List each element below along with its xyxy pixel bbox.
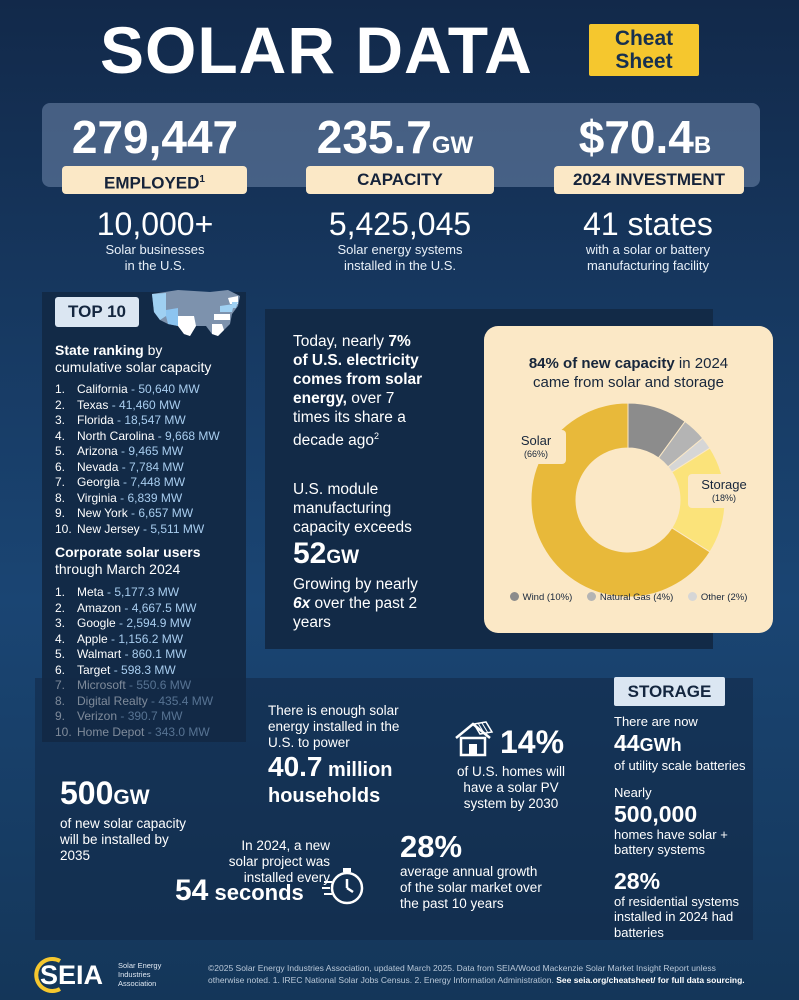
storage-s2-desc-2: battery systems	[614, 842, 706, 857]
households-line-3: U.S. to power	[268, 735, 350, 750]
project-line-2: solar project was	[228, 854, 330, 869]
footer-line-1: ©2025 Solar Energy Industries Association, updated March 2025. Data from SEIA/Wood Mackenzie Solar Market Insight Report unless	[208, 963, 716, 973]
corporate-item: 4. Apple - 1,156.2 MW	[55, 631, 184, 646]
state-item: 10. New Jersey - 5,511 MW	[55, 521, 205, 536]
module-growth-2: 6x over the past 2	[293, 595, 418, 612]
us-map-icon	[148, 286, 244, 346]
growth-text	[400, 829, 600, 912]
donut-title-line-1: 84% of new capacity in 2024	[528, 355, 729, 372]
investment-label: 2024 INVESTMENT	[554, 166, 744, 194]
corporate-heading: Corporate solar users	[55, 544, 201, 560]
households-text	[268, 703, 448, 807]
legend-wind-dot	[510, 592, 519, 601]
storage-s3-desc-1: of residential systems	[614, 893, 739, 909]
households-word: households	[268, 785, 381, 807]
capacity-2035-value: 500GW	[60, 775, 150, 811]
states-desc-1: with a solar or battery	[585, 242, 711, 257]
states-stat	[533, 206, 763, 274]
capacity-value: 235.7GW	[316, 111, 474, 163]
electricity-line-1: Today, nearly 7%	[293, 333, 411, 350]
businesses-desc-1: Solar businesses	[105, 242, 205, 257]
capacity-2035-line-2: will be installed by	[60, 832, 169, 847]
legend-other: Other (2%)	[688, 592, 747, 603]
corporate-item: 2. Amazon - 4,667.5 MW	[55, 600, 197, 615]
storage-badge: STORAGE	[614, 677, 725, 706]
storage-callout-pct: (18%)	[711, 493, 736, 503]
homes-desc-2: have a solar PV	[463, 780, 559, 795]
businesses-value: 10,000+	[96, 206, 214, 242]
growth-line-3: the past 10 years	[400, 896, 504, 911]
storage-s1-desc: of utility scale batteries	[614, 757, 746, 773]
systems-desc-1: Solar energy systems	[337, 242, 463, 257]
storage-callout-name: Storage	[701, 477, 747, 492]
storage-column	[614, 714, 794, 940]
storage-s3-value: 28%	[614, 867, 661, 894]
capacity-2035-line-1: of new solar capacity	[60, 816, 187, 831]
project-value: 54 seconds	[175, 874, 304, 907]
employed-value: 279,447	[71, 111, 239, 163]
businesses-stat	[40, 206, 270, 274]
state-item: 3. Florida - 18,547 MW	[55, 413, 186, 427]
electricity-line-2: of U.S. electricity	[293, 352, 419, 369]
corporate-heading-2: through March 2024	[55, 561, 181, 577]
capacity-label: CAPACITY	[306, 166, 494, 194]
storage-s1-intro: There are now	[614, 714, 698, 729]
module-line-3: capacity exceeds	[293, 519, 412, 536]
top10-badge: TOP 10	[55, 297, 139, 327]
electricity-line-3: comes from solar	[293, 371, 423, 388]
seia-logo	[30, 955, 210, 995]
footer-line-2: otherwise noted. 1. IREC National Solar Jobs Census. 2. Energy Information Administration. See seia.org/cheatsheet/ for full data sourcing.	[208, 975, 745, 985]
electricity-share-text	[293, 332, 483, 450]
states-desc-2: manufacturing facility	[586, 258, 710, 273]
house-solar-icon	[452, 720, 494, 758]
households-line-1: There is enough solar	[268, 703, 399, 718]
corporate-item: 1. Meta - 5,177.3 MW	[55, 585, 180, 599]
cheat-badge-line1: Cheat	[614, 27, 674, 50]
investment-value: $70.4B	[578, 111, 712, 163]
legend-natural-gas: Natural Gas (4%)	[587, 592, 673, 603]
cheat-badge-line2: Sheet	[615, 50, 673, 73]
homes-desc-1: of U.S. homes will	[456, 764, 566, 779]
solar-callout-pct: (66%)	[523, 449, 548, 459]
growth-line-1: average annual growth	[400, 864, 538, 879]
module-capacity-text	[293, 480, 473, 632]
module-line-2: manufacturing	[293, 500, 392, 517]
homes-desc-3: system by 2030	[463, 796, 559, 811]
households-line-2: energy installed in the	[268, 719, 400, 734]
donut-legend	[484, 592, 773, 603]
module-growth-1: Growing by nearly	[293, 576, 418, 593]
storage-s1-value: 44GWh	[614, 729, 682, 756]
corporate-item: 5. Walmart - 860.1 MW	[55, 647, 187, 661]
state-item: 8. Virginia - 6,839 MW	[55, 490, 183, 505]
state-ranking-heading-2: cumulative solar capacity	[55, 359, 212, 375]
electricity-line-4: energy, over 7	[293, 390, 395, 407]
electricity-line-5: times its share a	[293, 409, 406, 426]
state-item: 4. North Carolina - 9,668 MW	[55, 428, 220, 443]
state-item: 5. Arizona - 9,465 MW	[55, 444, 184, 458]
systems-value: 5,425,045	[328, 206, 472, 242]
state-item: 2. Texas - 41,460 MW	[55, 397, 181, 412]
project-line-1: In 2024, a new	[241, 838, 330, 853]
state-ranking-list	[55, 382, 245, 537]
stopwatch-icon	[322, 862, 368, 908]
states-value: 41 states	[583, 206, 713, 242]
cheat-sheet-badge	[589, 24, 699, 76]
homes-desc	[446, 764, 576, 812]
donut-title-line-2: came from solar and storage	[533, 374, 724, 391]
systems-stat	[285, 206, 515, 274]
corporate-item: 3. Google - 2,594.9 MW	[55, 616, 192, 630]
storage-s2-desc-1: homes have solar +	[614, 826, 728, 842]
storage-s3-desc-2: installed in 2024 had	[614, 909, 734, 924]
state-ranking-heading: State ranking by	[55, 342, 163, 358]
module-line-1: U.S. module	[293, 481, 379, 498]
storage-s2-intro: Nearly	[614, 785, 652, 800]
footer-source-link[interactable]: See seia.org/cheatsheet/ for full data sourcing.	[556, 975, 745, 985]
businesses-desc-2: in the U.S.	[124, 258, 186, 273]
legend-wind: Wind (10%)	[510, 592, 573, 603]
seia-org-name: Solar Energy Industries Association	[118, 961, 162, 988]
storage-callout	[688, 474, 760, 508]
solar-callout-name: Solar	[520, 433, 552, 448]
homes-value: 14%	[500, 724, 565, 760]
capacity-donut-card	[484, 326, 773, 633]
module-value: 52GW	[293, 537, 360, 570]
legend-gas-dot	[587, 592, 596, 601]
state-item: 7. Georgia - 7,448 MW	[55, 475, 186, 489]
growth-value: 28%	[400, 829, 463, 864]
households-value: 40.7 million	[268, 751, 393, 782]
state-item: 9. New York - 6,657 MW	[55, 506, 194, 520]
state-item: 6. Nevada - 7,784 MW	[55, 459, 184, 474]
legend-other-dot	[688, 592, 697, 601]
capacity-2035-line-3: 2035	[60, 848, 91, 863]
module-growth-3: years	[293, 614, 331, 631]
corporate-item: 6. Target - 598.3 MW	[55, 662, 176, 677]
storage-s3-desc-3: batteries	[614, 924, 664, 940]
project-line-3: installed every	[243, 870, 330, 885]
state-ranking-section	[55, 342, 245, 537]
solar-callout	[506, 430, 566, 464]
seia-logo-text: SEIA	[40, 960, 104, 990]
growth-line-2: of the solar market over	[400, 880, 542, 895]
systems-desc-2: installed in the U.S.	[343, 258, 456, 273]
footer-source-text	[208, 962, 793, 986]
storage-s2-value: 500,000	[614, 800, 698, 827]
employed-label: EMPLOYED$^1$	[62, 166, 247, 194]
state-item: 1. California - 50,640 MW	[55, 382, 200, 396]
page-title: SOLAR DATA	[100, 13, 533, 87]
electricity-line-6: decade ago$^2$	[293, 431, 380, 450]
